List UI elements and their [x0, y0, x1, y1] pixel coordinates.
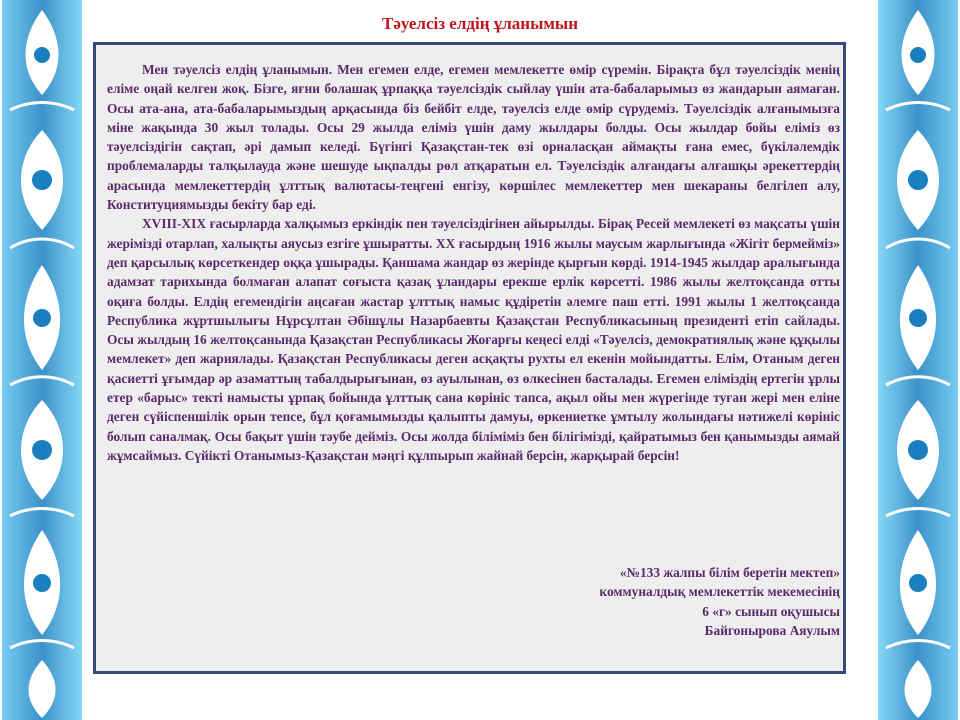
- paragraph-1: Мен тәуелсіз елдің ұланымын. Мен егемен елде, егемен мемлекетте өмір сүремін. Бірақта бұл тәуелсіздік менің еліме оңай келген жоқ. Бізге, яғни болашақ ұрпаққа тәуелсіздік сыйлау үшін ата-бабаларымыз өз жандарын аямаған. Осы ата-ана, ата-бабаларымыздың арқасында біз бейбіт елде, тәуелсіз елде өмір сүрудеміз. Тәуелсіздік алғанымызға міне жақында 30 жыл толады. Осы 29 жылда еліміз үшін даму жылдары болды. Осы жылдар бойы еліміз өз тәуелсіздігін сақтап, әрі дамып келеді. Бүгінгі Қазақстан-тек өзі орналасқан аймақты ғана емес, бүкіләлемдік проблемаларды талқылауда және шешуде ықпалды рөл атқаратын ел. Тәуелсіздік алғандағы алғашқы әрекеттердің арасында мемлекеттердің ұлттық валютасы-теңгені енгізу, көршілес мемлекеттер мен шекараны белгілеп алу, Конституциямызды бекіту бар еді.: [107, 62, 840, 213]
- page-title: Тәуелсіз елдің ұланымын: [382, 14, 578, 33]
- signature-class: 6 «г» сынып оқушысы: [702, 603, 840, 619]
- signature-school: «№133 жалпы білім беретін мектеп»: [619, 565, 840, 580]
- paragraph-2: XVIII-XIX ғасырларда халқымыз еркіндік пен тәуелсіздігінен айырылды. Бірақ Ресей мемлекеті өз мақсаты үшін жерімізді отарлап, халықты аяусыз езгіге ұшыратты. XX ғасырдың 1916 жылы маусым жарлығында «Жігіт бермейміз» деп қарсылық көрсеткендер оққа ұшырады. Қаншама жандар өз жерінде қырғын көрді. 1914-1945 жылдар аралығында адамзат тарихында болмаған алапат соғыста қазақ ұландары ерекше ерлік көрсетті. 1986 жылы желтоқсанда отты оқиға болды. Елдің егемендігін аңсаған жастар ұлттық намыс құдіретін әлемге паш етті. 1991 жылы 1 желтоқсанда Республика жұртшылығы Нұрсұлтан Әбішұлы Назарбаевты Қазақстан Республикасының президенті етіп сайлады. Осы жылдың 16 желтоқсанында Қазақстан Республикасы Жоғарғы кеңесі елді «Тәуелсіз, демократиялық және құқылы мемлекет» деп жариялады. Қазақстан Республикасы деген асқақты рухты ел екенін мойындатты. Елім, Отаным деген қасиетті ұғымдар әр азаматтың табалдырығынан, өз ауылынан, өз өлкесінен басталады. Егемен еліміздің ертегін ұрлы етер «барыс» текті намысты ұрпақ бойында ұлттық сана көрініс тапса, ақыл ойы мен жүрегінде туған жері мен еліне деген сүйіспеншілік орын тепсе, бұл қоғамымызды қалыпты дамуы, өркениетке ұмтылу жолындағы нәтижелі көрініс болып саналмақ. Осы бақыт үшін тәубе дейміз. Осы жолда біліміміз бен білігімізді, қайратымыз бен қанымызды аямай жұмсаймыз. Сүйікті Отанымыз-Қазақстан мәңгі құлпырып жайнай берсін, жарқырай берсін!: [107, 216, 840, 463]
- signature-name: Байгонырова Аяулым: [704, 622, 840, 638]
- ornament-border-right: [876, 0, 960, 720]
- essay-body: [107, 60, 840, 465]
- ornament-border-left: [0, 0, 84, 720]
- author-signature: [420, 563, 840, 640]
- signature-institution: коммуналдық мемлекеттік мекемесінің: [599, 584, 840, 600]
